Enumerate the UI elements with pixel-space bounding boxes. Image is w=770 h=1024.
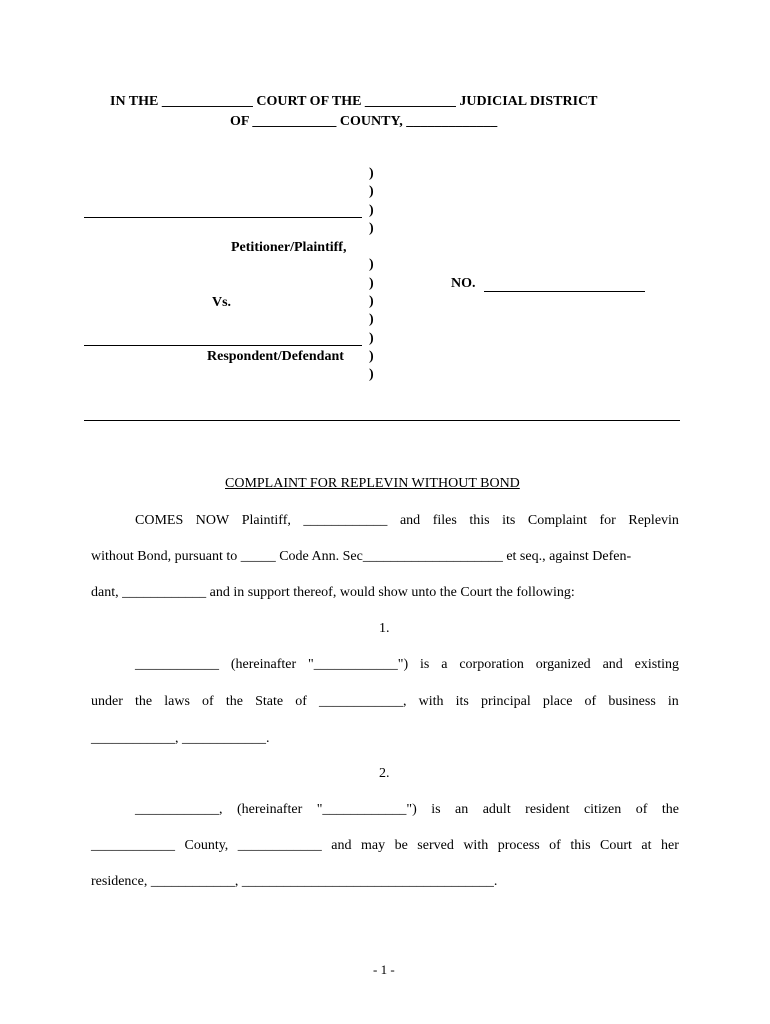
word: County, bbox=[184, 838, 229, 853]
word: NOW bbox=[195, 513, 230, 528]
word: for bbox=[599, 513, 616, 528]
word: at bbox=[641, 838, 652, 853]
word: files bbox=[432, 513, 457, 528]
word: of bbox=[549, 838, 561, 853]
caption-paren: ) bbox=[369, 331, 374, 346]
caption-paren: ) bbox=[369, 184, 374, 199]
word: her bbox=[661, 838, 679, 853]
caption-paren: ) bbox=[369, 257, 374, 272]
word: of bbox=[584, 694, 597, 709]
word: COMES bbox=[135, 513, 184, 528]
word: Plaintiff, bbox=[241, 513, 291, 528]
word: organized bbox=[535, 657, 591, 672]
word: of bbox=[202, 694, 214, 709]
caption-paren: ) bbox=[369, 221, 374, 236]
word: an bbox=[455, 802, 469, 817]
word: is bbox=[431, 802, 441, 817]
case-number-label: NO. bbox=[451, 276, 476, 291]
paragraph2-line1 bbox=[135, 802, 679, 818]
intro-paragraph-line2: without Bond, pursuant to _____ Code Ann. Sec____________________ et seq., against Defen- bbox=[91, 549, 632, 564]
intro-paragraph-line1 bbox=[135, 513, 679, 529]
page-number: - 1 - bbox=[373, 962, 395, 977]
caption-paren: ) bbox=[369, 367, 374, 382]
word: under bbox=[91, 694, 123, 709]
word: of bbox=[295, 694, 307, 709]
caption-paren: ) bbox=[369, 312, 374, 327]
word: Court bbox=[600, 838, 632, 853]
word: ____________ bbox=[237, 838, 322, 853]
word: ____________, bbox=[135, 802, 223, 817]
case-number-line bbox=[484, 291, 645, 292]
court-header-line1: IN THE _____________ COURT OF THE _____________ JUDICIAL DISTRICT bbox=[110, 94, 598, 109]
paragraph2-line3: residence, ____________, ____________________________________. bbox=[91, 874, 498, 889]
plaintiff-name-line bbox=[84, 217, 362, 218]
word: the bbox=[661, 802, 679, 817]
paragraph-number-2: 2. bbox=[379, 766, 390, 781]
paragraph1-line2 bbox=[91, 694, 679, 710]
word: in bbox=[667, 694, 679, 709]
word: a bbox=[441, 657, 448, 672]
word: "____________") bbox=[308, 657, 409, 672]
word: this bbox=[570, 838, 591, 853]
word: business bbox=[608, 694, 656, 709]
complaint-title: COMPLAINT FOR REPLEVIN WITHOUT BOND bbox=[225, 476, 520, 491]
word: be bbox=[394, 838, 408, 853]
word: and bbox=[331, 838, 352, 853]
word: corporation bbox=[459, 657, 524, 672]
word: the bbox=[135, 694, 153, 709]
paragraph1-line3: ____________, ____________. bbox=[91, 731, 270, 746]
caption-paren: ) bbox=[369, 276, 374, 291]
word: this bbox=[469, 513, 490, 528]
word: with bbox=[463, 838, 489, 853]
word: ____________ bbox=[91, 838, 175, 853]
word: its bbox=[455, 694, 469, 709]
court-header-line2: OF ____________ COUNTY, _____________ bbox=[230, 114, 498, 129]
vs-label: Vs. bbox=[212, 295, 232, 310]
caption-paren: ) bbox=[369, 203, 374, 218]
word: resident bbox=[525, 802, 570, 817]
word: State bbox=[255, 694, 284, 709]
word: ____________ bbox=[135, 657, 219, 672]
word: laws bbox=[164, 694, 190, 709]
word: principal bbox=[481, 694, 531, 709]
word: existing bbox=[634, 657, 679, 672]
defendant-name-line bbox=[84, 345, 362, 346]
word: of bbox=[635, 802, 648, 817]
paragraph2-line2 bbox=[91, 838, 679, 854]
word: is bbox=[420, 657, 430, 672]
word: (hereinafter bbox=[236, 802, 303, 817]
word: its bbox=[502, 513, 516, 528]
word: with bbox=[418, 694, 444, 709]
word: the bbox=[225, 694, 243, 709]
word: ____________, bbox=[319, 694, 407, 709]
caption-paren: ) bbox=[369, 166, 374, 181]
respondent-label: Respondent/Defendant bbox=[207, 349, 344, 364]
word: Replevin bbox=[628, 513, 679, 528]
word: (hereinafter bbox=[230, 657, 297, 672]
paragraph1-line1 bbox=[135, 657, 679, 673]
word: adult bbox=[482, 802, 511, 817]
caption-paren: ) bbox=[369, 349, 374, 364]
caption-paren: ) bbox=[369, 294, 374, 309]
word: "____________") bbox=[316, 802, 417, 817]
word: place bbox=[542, 694, 573, 709]
word: ____________ bbox=[303, 513, 388, 528]
caption-divider bbox=[84, 420, 680, 421]
word: and bbox=[399, 513, 421, 528]
word: served bbox=[417, 838, 454, 853]
petitioner-label: Petitioner/Plaintiff, bbox=[231, 240, 347, 255]
word: citizen bbox=[583, 802, 622, 817]
word: Complaint bbox=[527, 513, 587, 528]
word: may bbox=[360, 838, 386, 853]
intro-paragraph-line3: dant, ____________ and in support thereof, would show unto the Court the following: bbox=[91, 585, 575, 600]
word: process bbox=[497, 838, 540, 853]
word: and bbox=[602, 657, 623, 672]
paragraph-number-1: 1. bbox=[379, 621, 390, 636]
